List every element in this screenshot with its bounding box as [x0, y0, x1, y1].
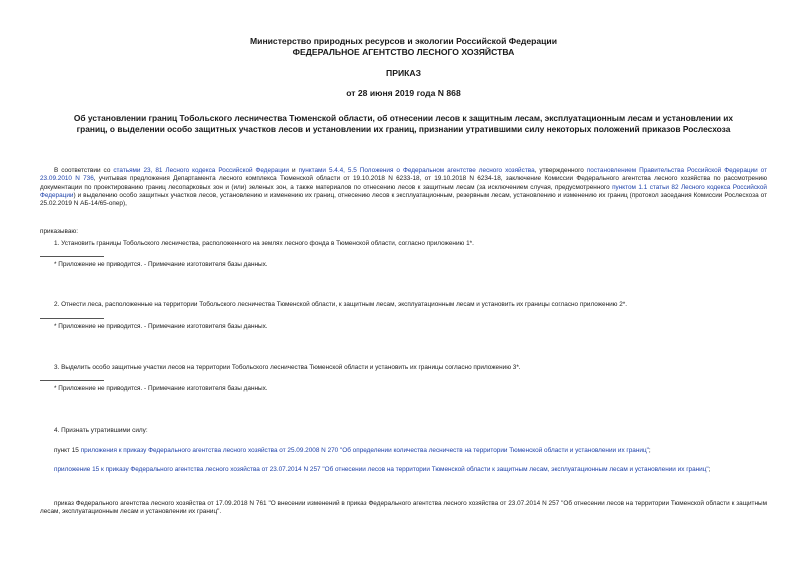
link-forest-code-article-82[interactable]: пунктом 1.1 статьи 82 Лесного кодекса Российской Федерации — [40, 183, 768, 199]
preamble-text-4: , учитывая предложения Департамента лесного комплекса Тюменской области от 19.10.2018 N 6233-18, от 19.10.2018 N 6234-18, заключение Комиссии Федерального агентства лесного хозяйства по рассмотрению документации по проектированию границ лесопарковых зон и (или) зеленых зон, а также материалов по отнесению лесов к защитным лесам (за исключением случая, предусмотренного — [40, 175, 767, 191]
repeal-item-2 — [40, 466, 767, 474]
document-title-line-1: Об установлении границ Тобольского лесничества Тюменской области, об отнесении лесов к защитным лесам, эксплуатационным лесам и установлении их — [73, 113, 734, 123]
footnote-1: * Приложение не приводится. - Примечание изготовителя базы данных. — [54, 261, 268, 268]
link-forest-code-articles[interactable]: статьями 23, 81 Лесного кодекса Российской Федерации — [113, 167, 290, 174]
footnote-divider — [40, 380, 104, 381]
preamble-text-3: , утвержденного — [534, 167, 584, 174]
item-4: 4. Признать утратившими силу: — [54, 427, 148, 434]
footnote-3: * Приложение не приводится. - Примечание изготовителя базы данных. — [54, 385, 268, 392]
item-1: 1. Установить границы Тобольского лесничества, расположенного на землях лесного фонда в Тюменской области, согласно приложению 1*. — [54, 240, 474, 247]
order-word: приказываю: — [40, 228, 78, 235]
repeal-1-prefix: пункт 15 — [54, 447, 79, 454]
repeal-item-3: приказ Федерального агентства лесного хозяйства от 17.09.2018 N 761 "О внесении изменений в приказ Федерального агентства лесного хозяйства от 23.07.2014 N 257 "Об отнесении лесов на территории Тюменской области к защитным лесам, эксплуатационным лесам и установлении их границ". — [40, 500, 767, 516]
item-2: 2. Отнести леса, расположенные на территории Тобольского лесничества Тюменской области, к защитным лесам, эксплуатационным лесам и установить их границы согласно приложению 2*. — [54, 301, 628, 308]
document-type: ПРИКАЗ — [386, 68, 421, 78]
link-agency-regulation[interactable]: пунктами 5.4.4, 5.5 Положения о Федеральном агентстве лесного хозяйства — [298, 167, 535, 174]
link-government-resolution[interactable]: постановлением Правительства Российской Федерации от 23.09.2010 N 736 — [40, 167, 767, 183]
preamble-paragraph — [40, 167, 767, 208]
ministry-name: Министерство природных ресурсов и экологии Российской Федерации — [250, 36, 557, 46]
footnote-2: * Приложение не приводится. - Примечание изготовителя базы данных. — [54, 323, 268, 330]
preamble-text-5: ) и выделению особо защитных участков лесов, установлению и изменению их границ, отнесению лесов к эксплуатационным, резервным лесам, установлению и изменению их границ (протокол заседания Комиссии Рослесхоза от 25.02.2019 N АБ-14/65-опер), — [40, 191, 767, 208]
link-order-257[interactable]: приложение 15 к приказу Федерального агентства лесного хозяйства от 23.07.2014 N 257 "Об отнесении лесов на территории Тюменской области к защитным лесам, эксплуатационным лесам и установлении их границ" — [54, 466, 709, 473]
footnote-divider — [40, 256, 104, 257]
footnote-divider — [40, 318, 104, 319]
agency-name: ФЕДЕРАЛЬНОЕ АГЕНТСТВО ЛЕСНОГО ХОЗЯЙСТВА — [292, 47, 515, 57]
repeal-item-1 — [54, 447, 767, 455]
preamble-text-1: В соответствии со — [54, 167, 111, 174]
item-3: 3. Выделить особо защитные участки лесов на территории Тобольского лесничества Тюменской области и установить их границы согласно приложению 3*. — [54, 364, 521, 371]
repeal-2-suffix: ; — [708, 466, 711, 473]
document-date: от 28 июня 2019 года N 868 — [346, 88, 461, 98]
link-order-270[interactable]: приложения к приказу Федерального агентства лесного хозяйства от 25.09.2008 N 270 "Об определении количества лесничеств на территории Тюменской области и установлении их границ" — [80, 447, 649, 454]
document-title-line-2: границ, о выделении особо защитных участков лесов и установлении их границ, признании утратившими силу некоторых положений приказов Рослесхоза — [76, 124, 731, 134]
preamble-text-2: и — [292, 167, 296, 174]
repeal-1-suffix: ; — [648, 447, 651, 454]
